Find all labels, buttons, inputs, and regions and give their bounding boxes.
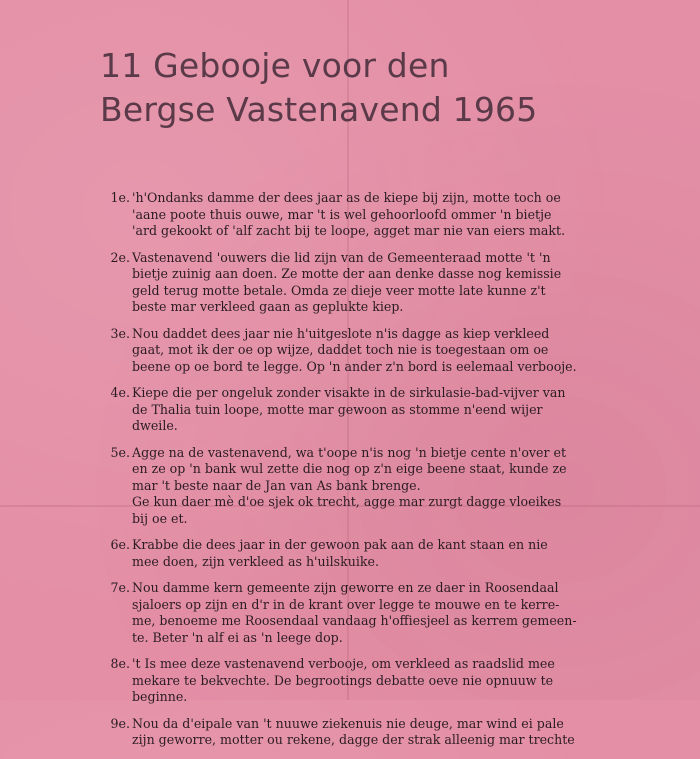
rule-text-line: Agge na de vastenavend, wa t'oope n'is nog 'n bietje cente n'over et [132,444,567,460]
rule-item [102,445,582,528]
rule-item [102,580,582,646]
rule-number: 8e. [110,656,130,671]
rule-item [102,385,582,435]
rule-text-line: beginne. [132,689,188,704]
rule-text-line: Ge kun daer mè d'oe sjek ok trecht, agge mar zurgt dagge vloeikes [132,494,562,509]
rule-text-line: sjaloers op zijn en d'r in de krant over legge te mouwe en te kerre- [132,596,560,612]
rule-number: 1e. [110,190,130,205]
rule-text-line: Nou daddet dees jaar nie h'uitgeslote n'is dagge as kiep verkleed [132,325,550,341]
rule-number: 3e. [110,325,130,341]
rule-item [102,250,582,316]
rule-text-line: beene op oe bord te legge. Op 'n ander z'n bord is eelemaal verbooje. [132,358,577,374]
rule-text-line: Kiepe die per ongeluk zonder visakte in de sirkulasie-bad-vijver van [132,385,566,400]
rule-item [102,537,582,570]
rule-text-line: 'h'Ondanks damme der dees jaar as de kiepe bij zijn, motte toch oe [132,190,561,205]
rules-list [102,190,582,759]
rule-text-line: 'aane poote thuis ouwe, mar 't is wel gehoorloofd ommer 'n bietje [132,206,552,222]
rule-text-line: zijn geworre, motter ou rekene, dagge der strak alleenig mar trechte [132,732,575,747]
rule-text-line: Vastenavend 'ouwers die lid zijn van de Gemeenteraad motte 't 'n [132,249,551,265]
rule-text-line: bij oe et. [132,510,188,526]
rule-text-line: beste mar verkleed gaan as geplukte kiep. [132,299,404,314]
rule-item [102,716,582,749]
rule-text-line: me, benoeme me Roosendaal vandaag h'offiesjeel as kerrem gemeen- [132,613,577,628]
page-title [100,44,537,132]
rule-text-line: Krabbe die dees jaar in der gewoon pak aan de kant staan en nie [132,537,548,552]
rule-item [102,190,582,240]
rule-text-line: Nou da d'eipale van 't nuuwe ziekenuis nie deuge, mar wind ei pale [132,715,564,731]
rule-text-line: mekare te bekvechte. De begrootings debatte oeve nie opnuuw te [132,672,554,688]
rule-number: 7e. [110,580,130,595]
rule-text-line: de Thalia tuin loope, motte mar gewoon as stomme n'eend wijer [132,401,543,417]
rule-text-line: mar 't beste naar de Jan van As bank brenge. [132,477,421,493]
rule-number: 5e. [110,444,130,460]
rule-text-line: gaat, mot ik der oe op wijze, daddet toch nie is toegestaan om oe [132,342,549,357]
rule-text-line: mee doen, zijn verkleed as h'uilskuike. [132,553,379,569]
rule-text-line: te. Beter 'n alf ei as 'n leege dop. [132,629,343,645]
title-line-2: Bergse Vastenavend 1965 [100,90,538,129]
rule-number: 6e. [110,537,130,552]
rule-text-line: bietje zuinig aan doen. Ze motte der aan denke dasse nog kemissie [132,266,562,281]
rule-text-line: 't Is mee deze vastenavend verbooje, om verkleed as raadslid mee [132,656,555,671]
rule-item [102,656,582,706]
rule-number: 9e. [110,715,130,731]
rule-item [102,326,582,376]
rule-text-line: Nou damme kern gemeente zijn geworre en ze daer in Roosendaal [132,580,559,595]
rule-text-line: dweile. [132,418,178,433]
rule-text-line: 'ard gekookt of 'alf zacht bij te loope, agget mar nie van eiers makt. [132,223,566,238]
rule-text-line: en ze op 'n bank wul zette die nog op z'n eige beene staat, kunde ze [132,461,567,476]
rule-number: 2e. [110,249,130,265]
rule-number: 4e. [110,385,130,400]
rule-text-line: geld terug motte betale. Omda ze dieje veer motte late kunne z't [132,282,546,298]
title-line-1: 11 Gebooje voor den [100,46,450,85]
